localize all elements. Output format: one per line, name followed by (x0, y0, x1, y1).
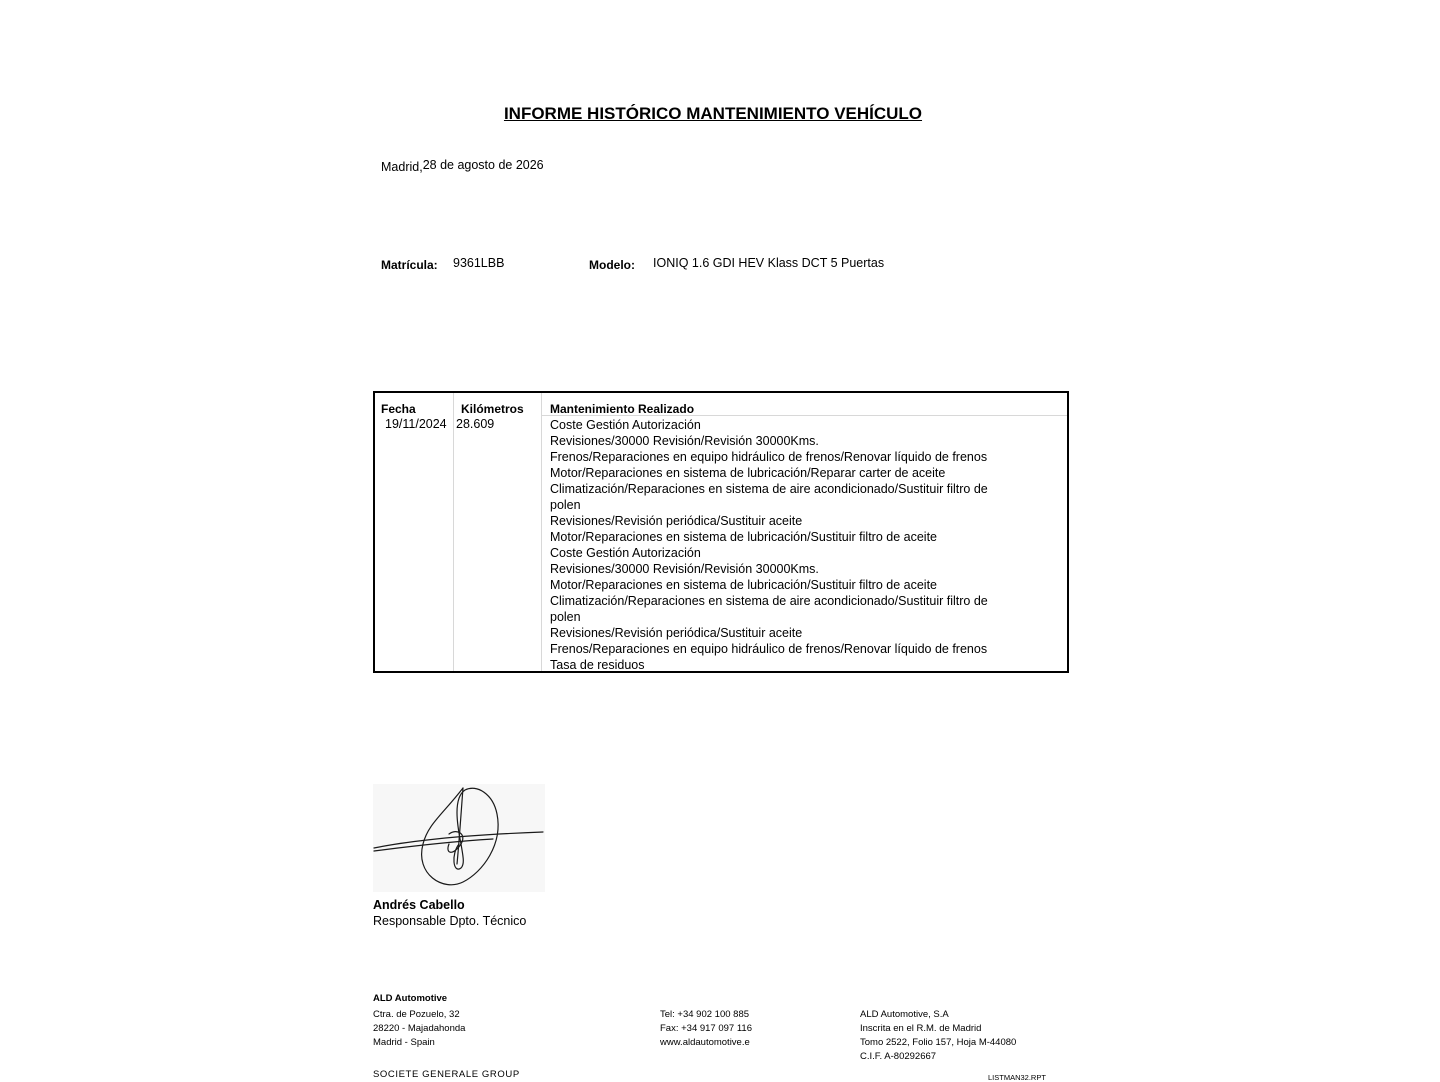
row-date: 19/11/2024 (385, 417, 447, 431)
footer-company: ALD Automotive (373, 993, 448, 1004)
footer-registry-line: ALD Automotive, S.A (860, 1009, 949, 1020)
footer-group-name: SOCIETE GENERALE GROUP (373, 1069, 520, 1080)
footer-address-line: 28220 - Majadahonda (373, 1023, 466, 1034)
maintenance-table (373, 391, 1069, 673)
maintenance-item: Frenos/Reparaciones en equipo hidráulico de frenos/Renovar líquido de frenos (550, 642, 988, 656)
maintenance-item: Climatización/Reparaciones en sistema de aire acondicionado/Sustituir filtro de (550, 594, 988, 608)
footer-address-line: Madrid - Spain (373, 1037, 435, 1048)
signer-role: Responsable Dpto. Técnico (373, 914, 527, 928)
maintenance-item: Revisiones/30000 Revisión/Revisión 30000Kms. (550, 562, 819, 576)
maintenance-item: polen (550, 610, 581, 624)
model-label: Modelo: (589, 258, 635, 272)
maintenance-item: Motor/Reparaciones en sistema de lubricación/Reparar carter de aceite (550, 466, 946, 480)
maintenance-item: Frenos/Reparaciones en equipo hidráulico de frenos/Renovar líquido de frenos (550, 450, 988, 464)
footer-address (373, 1008, 465, 1050)
footer-registry-line: Tomo 2522, Folio 157, Hoja M-44080 (860, 1037, 1017, 1048)
maintenance-item: polen (550, 498, 581, 512)
header-km: Kilómetros (461, 402, 524, 416)
maintenance-item: Revisiones/Revisión periódica/Sustituir aceite (550, 626, 803, 640)
maintenance-item: Coste Gestión Autorización (550, 418, 701, 432)
footer-address-line: Ctra. de Pozuelo, 32 (373, 1009, 460, 1020)
signer-name: Andrés Cabello (373, 898, 465, 912)
footer-registry-line: Inscrita en el R.M. de Madrid (860, 1023, 982, 1034)
document-title: INFORME HISTÓRICO MANTENIMIENTO VEHÍCULO (503, 104, 923, 123)
footer-phone: Tel: +34 902 100 885 (660, 1009, 750, 1020)
maintenance-item: Tasa de residuos (550, 658, 645, 672)
footer-registry (860, 1008, 1016, 1064)
maintenance-item: Revisiones/Revisión periódica/Sustituir aceite (550, 514, 803, 528)
plate-label: Matrícula: (381, 258, 438, 272)
report-code: LISTMAN32.RPT (988, 1073, 1046, 1082)
plate-value: 9361LBB (453, 256, 505, 270)
column-divider (453, 393, 454, 671)
footer-contact (660, 1008, 752, 1050)
row-km: 28.609 (456, 417, 495, 431)
footer-registry-line: C.I.F. A-80292667 (860, 1051, 937, 1062)
header-date: Fecha (381, 402, 416, 416)
document-date: 28 de agosto de 2026 (422, 158, 544, 172)
signature-image (373, 784, 545, 892)
header-maintenance: Mantenimiento Realizado (550, 402, 695, 416)
maintenance-item: Revisiones/30000 Revisión/Revisión 30000Kms. (550, 434, 819, 448)
maintenance-item: Motor/Reparaciones en sistema de lubricación/Sustituir filtro de aceite (550, 578, 937, 592)
model-value: IONIQ 1.6 GDI HEV Klass DCT 5 Puertas (653, 256, 885, 270)
maintenance-item: Motor/Reparaciones en sistema de lubricación/Sustituir filtro de aceite (550, 530, 937, 544)
place-date (381, 160, 544, 174)
footer-website: www.aldautomotive.e (660, 1037, 750, 1048)
maintenance-item: Climatización/Reparaciones en sistema de aire acondicionado/Sustituir filtro de (550, 482, 988, 496)
maintenance-list (550, 417, 990, 673)
place: Madrid, (381, 160, 423, 174)
footer-fax: Fax: +34 917 097 116 (660, 1023, 752, 1034)
maintenance-item: Coste Gestión Autorización (550, 546, 701, 560)
column-divider (541, 393, 542, 671)
